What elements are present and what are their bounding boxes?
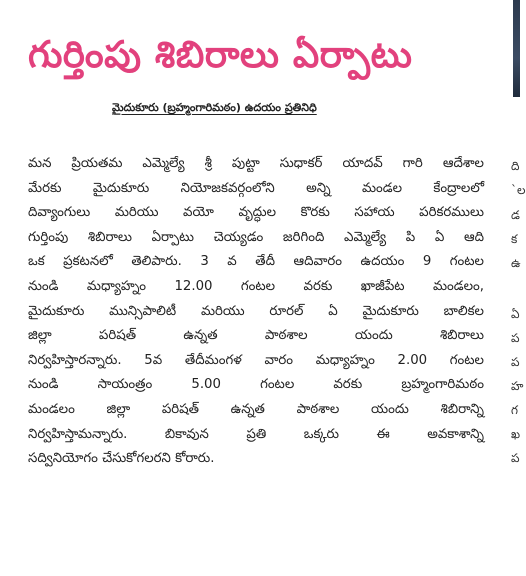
adjacent-column-fragment: గ <box>511 403 518 417</box>
article-line: గుర్తింపు శిబిరాలు ఏర్పాటు చెయ్యడం జరిగింది ఎమ్మెల్యే పి ఏ ఆది <box>28 229 484 245</box>
article-line: మన ప్రియతమ ఎమ్మెల్యే శ్రీ పుట్టా సుధాకర్ యాదవ్ గారి ఆదేశాల <box>28 156 484 171</box>
adjacent-column-fragment: ఉ <box>511 256 521 270</box>
adjacent-column-fragment: ప <box>511 451 520 465</box>
article-line: నిర్వహిస్తారన్నారు. 5వ తేదీమంగళ వారం మధ్యాహ్నం 2.00 గంటల <box>28 352 484 368</box>
article-body <box>28 152 484 472</box>
adjacent-column-fragment: డ <box>511 208 520 222</box>
article-line: సద్వినియోగం చేసుకోగలరని కోరారు. <box>28 451 215 467</box>
adjacent-column-fragment: క <box>511 232 518 246</box>
article-line: దివ్యాంగులు మరియు వయో వృద్ధుల కొరకు సహాయ పరికరములు <box>28 205 484 221</box>
adjacent-column-fragment: `ల <box>511 183 526 197</box>
article-line: ఒక ప్రకటనలో తెలిపారు. 3 వ తేదీ ఆదివారం ఉదయం 9 గంటల <box>28 254 484 270</box>
article-line: మైదుకూరు మున్సిపాలిటీ మరియు రూరల్ ఏ మైదుకూరు బాలికల <box>28 303 484 319</box>
adjacent-column-fragment: ఖ <box>511 427 521 441</box>
article-line: జిల్లా పరిషత్ ఉన్నత పాఠశాల యందు శిబిరాలు <box>28 328 484 344</box>
adjacent-column-strip <box>498 0 526 576</box>
article-line: నుండి సాయంత్రం 5.00 గంటల వరకు బ్రహ్మంగారిమఠం <box>28 377 484 393</box>
article-byline: మైదుకూరు (బ్రహ్మంగారిమఠం) ఉదయం ప్రతినిధి <box>112 101 317 114</box>
article-line: మేరకు మైదుకూరు నియోజకవర్గంలోని అన్ని మండల కేంద్రాలలో <box>28 180 484 196</box>
adjacent-column-fragment: ప <box>511 331 520 345</box>
article-headline: గుర్తింపు శిబిరాలు ఏర్పాటు <box>28 33 413 76</box>
article-line: నుండి మధ్యాహ్నం 12.00 గంటల వరకు ఖాజీపేట మండలం, <box>28 278 484 294</box>
article-line: నిర్వహిస్తామన్నారు. బికావున ప్రతి ఒక్కరు ఈ అవకాశాన్ని <box>28 426 484 442</box>
adjacent-photo-edge <box>513 0 520 97</box>
adjacent-column-fragment: హ <box>511 379 524 393</box>
adjacent-column-fragment: ఏ <box>511 307 520 321</box>
article-line: మండలం జిల్లా పరిషత్ ఉన్నత పాఠశాల యందు శిబిరాన్ని <box>28 401 484 417</box>
adjacent-column-fragment: ది <box>511 159 520 173</box>
adjacent-column-fragment: ప <box>511 355 520 369</box>
